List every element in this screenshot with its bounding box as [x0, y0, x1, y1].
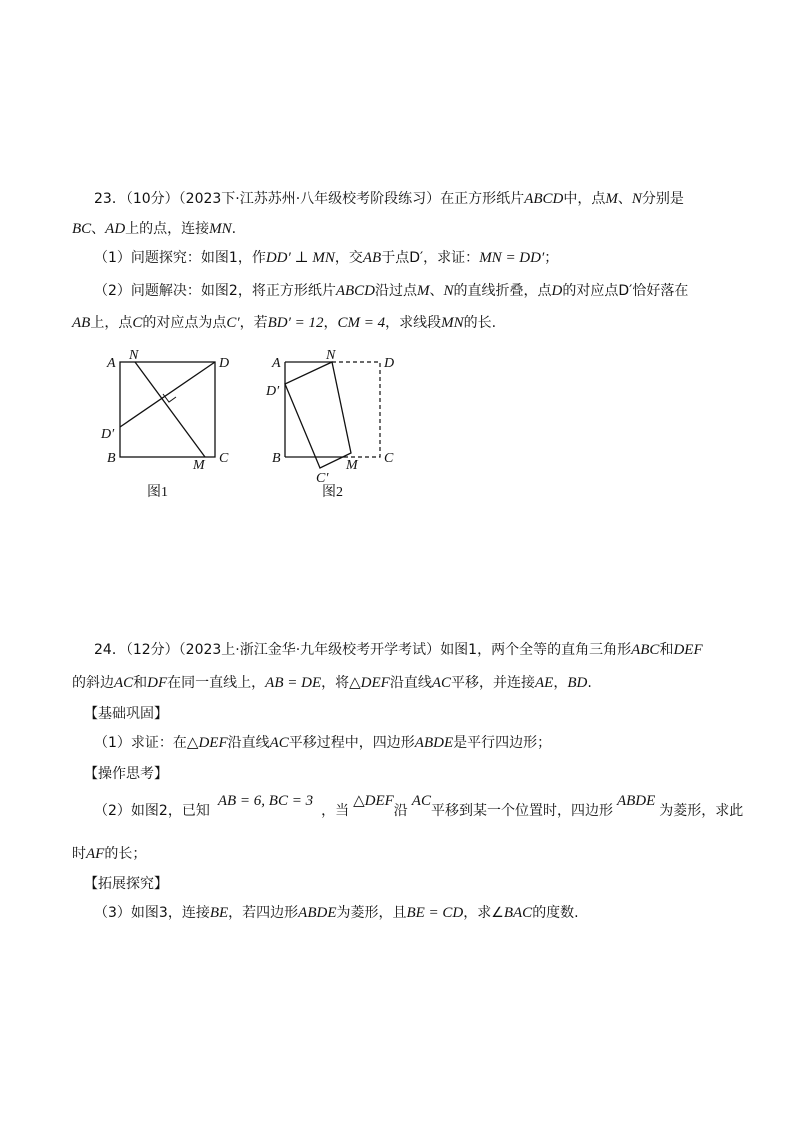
fig2-label-a: A	[272, 356, 281, 371]
q24-number: 24．	[94, 642, 126, 658]
fig2-label-d: D	[384, 356, 395, 371]
q24-line-2: 的斜边AC和DF在同一直线上，AB = DE，将△DEF沿直线AC平移，并连接AE，BD.	[72, 675, 592, 691]
fig2-label-m: M	[346, 458, 358, 473]
fig2-label-b: B	[272, 451, 281, 466]
fig1-square	[120, 362, 215, 457]
q24-part-2: （2）如图2，已知AB = 6, BC = 3，当△DEF沿AC平移到某一个位置时，四边形ABDE为菱形，求此	[94, 793, 744, 819]
figure-1	[95, 350, 245, 505]
q24-part-3: （3）如图3，连接BE，若四边形ABDE为菱形，且BE = CD，求∠BAC的度数.	[94, 905, 579, 921]
fig1-label-n: N	[129, 350, 139, 363]
q23-number: 23．	[94, 191, 126, 207]
q24-part-1: （1）求证：在△DEF沿直线AC平移过程中，四边形ABDE是平行四边形；	[94, 735, 552, 751]
q24-heading-2: 【操作思考】	[84, 766, 168, 782]
fig1-right-angle-mark	[163, 394, 176, 402]
q23-score: （10分）	[125, 191, 179, 207]
fig1-label-m: M	[193, 458, 205, 473]
fig2-folded-quad	[285, 362, 351, 468]
q24-score: （12分）	[125, 642, 179, 658]
fig2-label-n: N	[326, 350, 336, 363]
q23-part-2: （2）问题解决：如图2，将正方形纸片ABCD沿过点M、N的直线折叠，点D的对应点D′恰好落在	[94, 283, 689, 299]
q23-line-2: BC、AD上的点，连接MN.	[72, 221, 237, 237]
fig2-caption: 图2	[322, 485, 343, 500]
fig2-dashed-ndcm	[332, 362, 380, 457]
fig1-label-dprime: D′	[101, 427, 115, 442]
q24-source: （2023上·浙江金华·九年级校考开学考试）	[178, 642, 441, 658]
q24-part-2-cont: 时AF的长；	[72, 846, 147, 862]
fig1-segment-ddp	[120, 362, 215, 427]
fig1-label-d: D	[219, 356, 230, 371]
fig2-label-c: C	[384, 451, 394, 466]
q23-part-2-cont: AB上，点C的对应点为点C′，若BD′ = 12，CM = 4，求线段MN的长.	[72, 315, 497, 331]
q24-heading-1: 【基础巩固】	[84, 706, 168, 722]
q23-part-1: （1）问题探究：如图1，作DD′ ⊥ MN，交AB于点D′，求证：MN = DD′；	[94, 250, 559, 266]
fig1-label-b: B	[107, 451, 116, 466]
q23-source: （2023下·江苏苏州·八年级校考阶段练习）	[178, 191, 441, 207]
fig2-label-dprime: D′	[266, 384, 280, 399]
fig1-label-c: C	[219, 451, 229, 466]
q24-heading-3: 【拓展探究】	[84, 876, 168, 892]
q23-line-1: 23．（10分）（2023下·江苏苏州·八年级校考阶段练习）在正方形纸片ABCD中，点M、N分别是	[94, 191, 684, 207]
q24-line-1: 24．（12分）（2023上·浙江金华·九年级校考开学考试）如图1，两个全等的直角三角形ABC和DEF	[94, 642, 703, 658]
fig1-caption: 图1	[147, 485, 168, 500]
fig1-label-a: A	[107, 356, 116, 371]
figure-2	[260, 350, 410, 505]
fig2-label-cprime: C′	[316, 471, 329, 486]
